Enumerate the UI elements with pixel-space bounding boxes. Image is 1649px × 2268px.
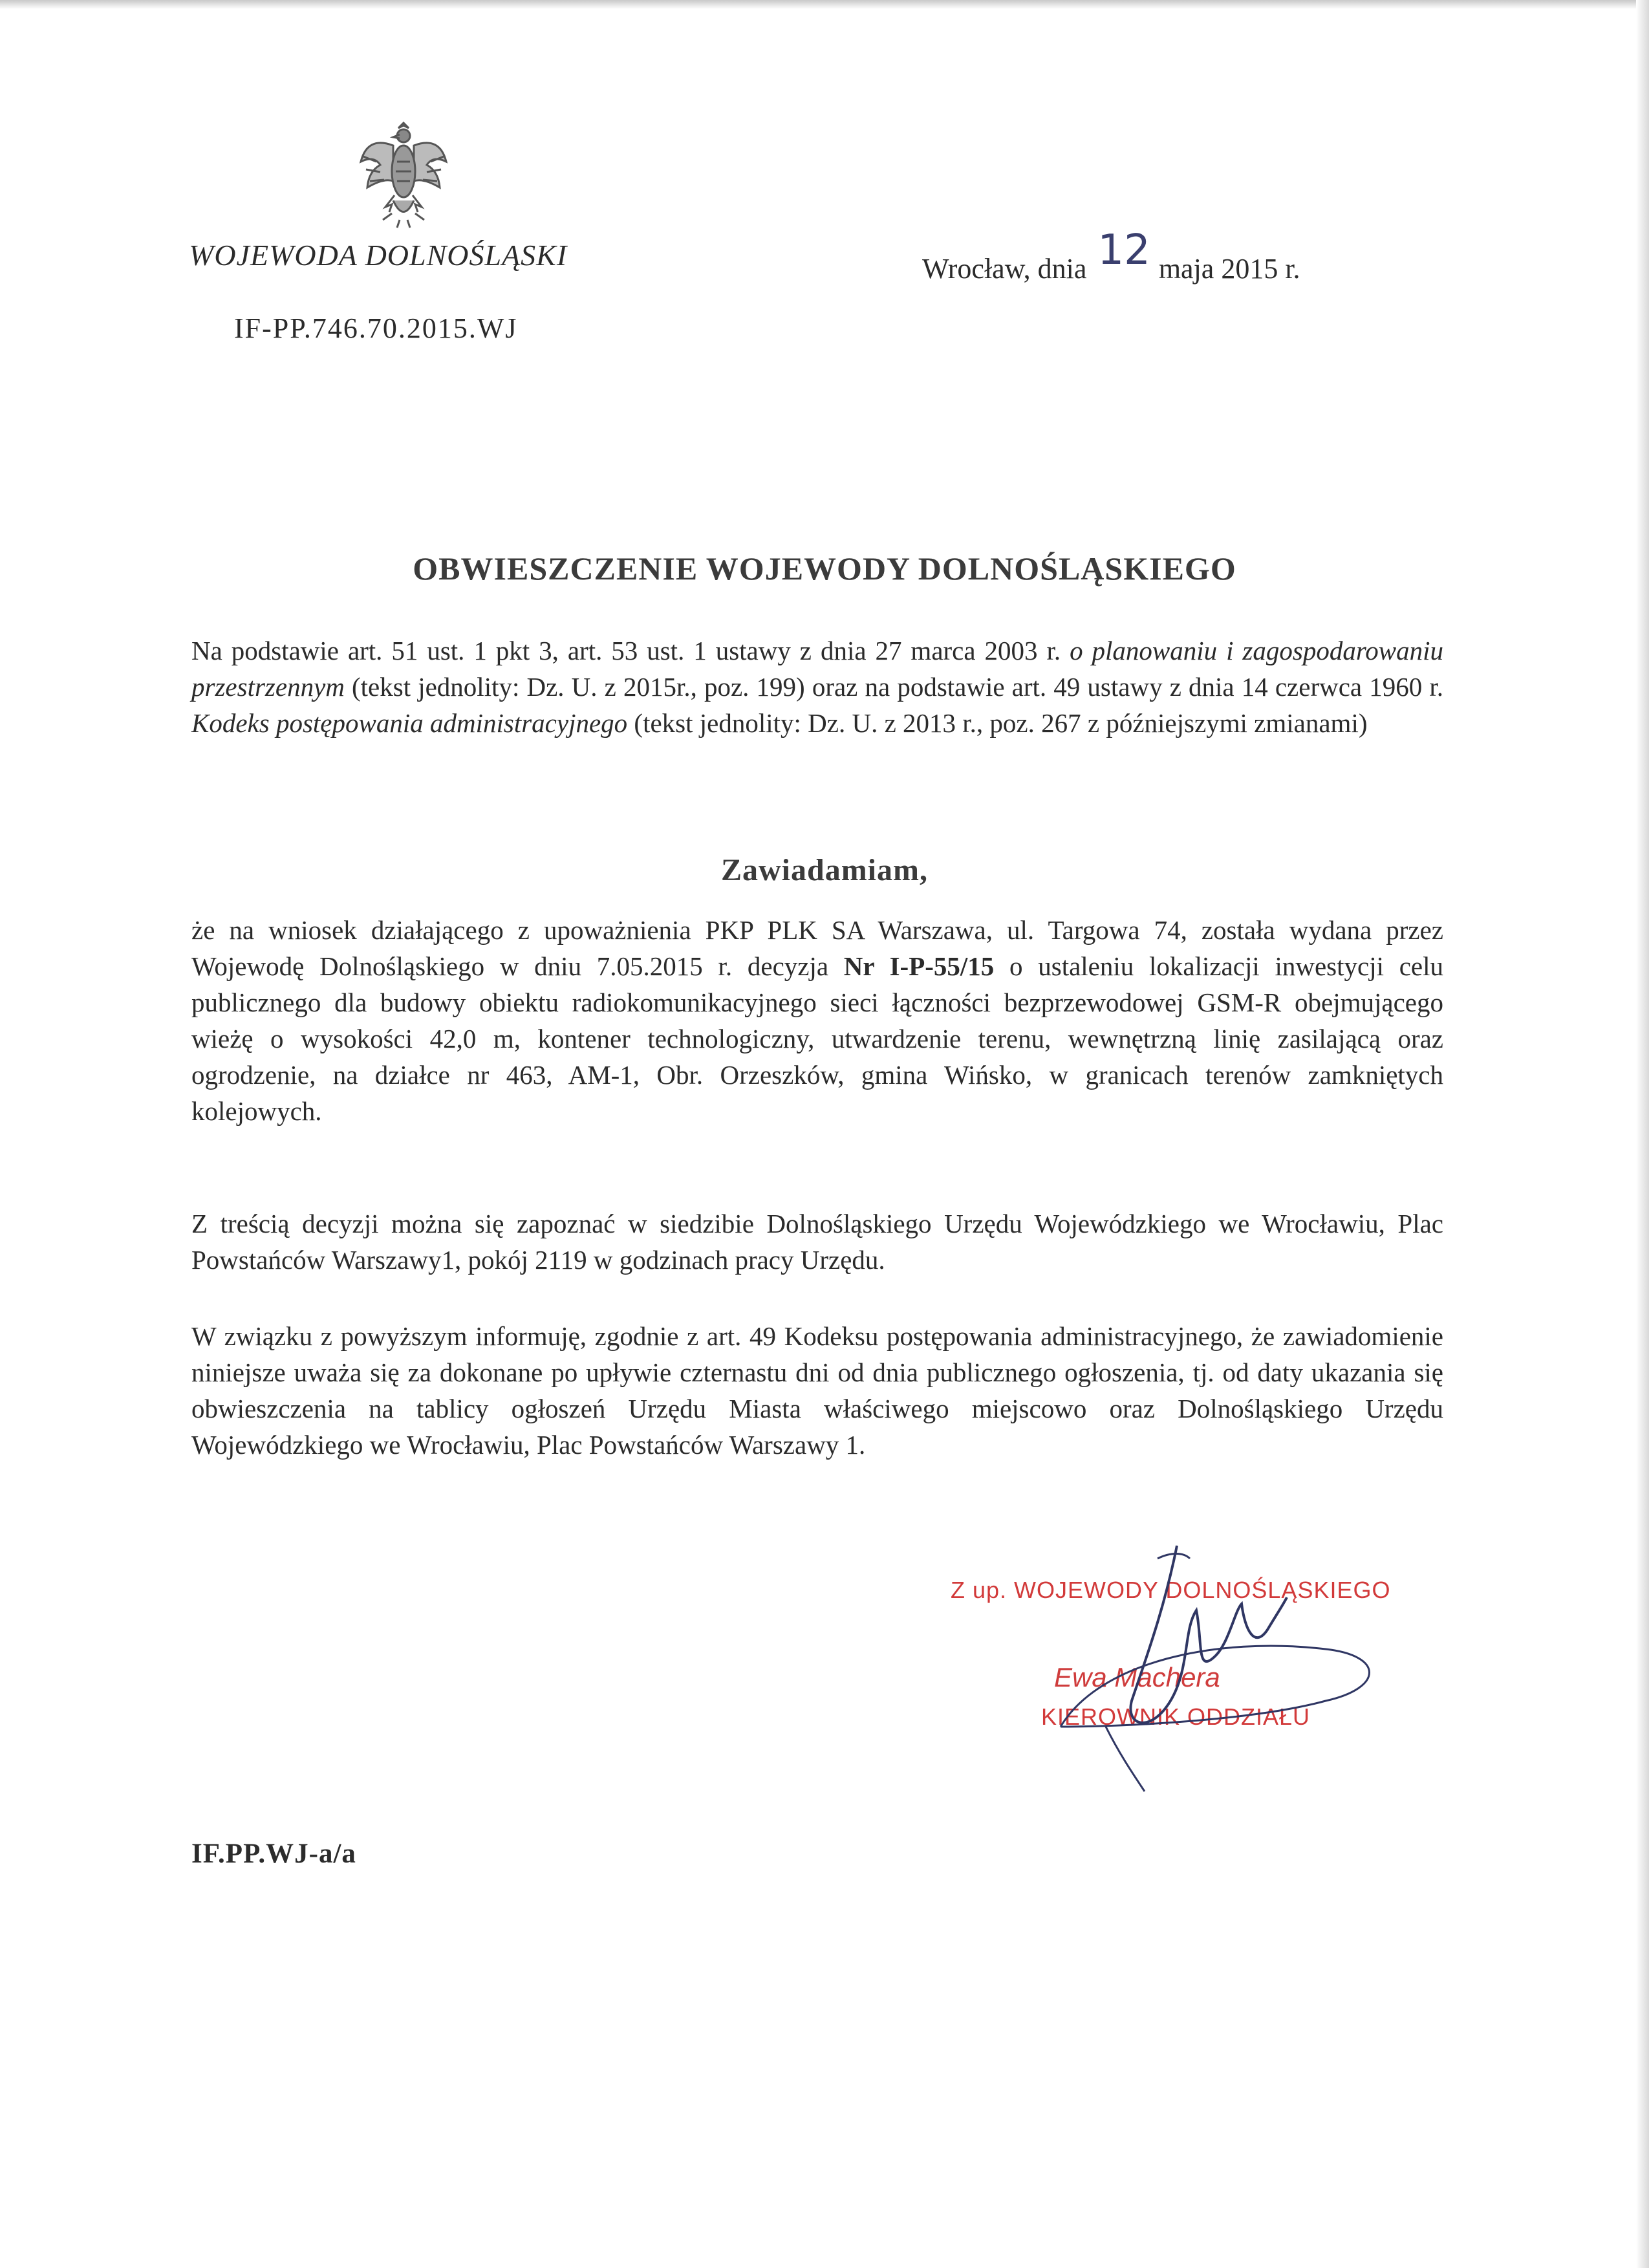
decision-paragraph <box>191 912 1443 1129</box>
decision-text-1: że na wniosek działającego z upoważnienia PKP PLK SA Warszawa, ul. Targowa 74, została wydana przez Wojewodę Dolnośląskiego w dniu 7.05.2015 r. decyzja <box>191 915 1443 981</box>
legal-basis-text-2: (tekst jednolity: Dz. U. z 2015r., poz. 199) oraz na podstawie art. 49 ustawy z dnia 14 czerwca 1960 r. <box>344 672 1443 702</box>
official-stamp <box>951 1565 1403 1778</box>
issuing-authority: WOJEWODA DOLNOŚLĄSKI <box>189 239 568 272</box>
scan-edge-right <box>1636 0 1649 2268</box>
handwritten-day: 12 <box>1097 226 1150 274</box>
stamp-authorization-line: Z up. WOJEWODY DOLNOŚLĄSKIEGO <box>951 1577 1391 1603</box>
notice-effect-paragraph: W związku z powyższym informuję, zgodnie z art. 49 Kodeksu postępowania administracyjnego, że zawiadomienie niniejsze uważa się za dokonane po upływie czternastu dni od dnia publicznego ogłoszenia, tj. od daty ukazania się obwieszczenia na tablicy ogłoszeń Urzędu Miasta właściwego miejscowo oraz Dolnośląskiego Urzędu Wojewódzkiego we Wrocławiu, Plac Powstańców Warszawy 1. <box>191 1321 1443 1460</box>
stamp-signatory-name: Ewa Machera <box>1054 1662 1220 1692</box>
access-info-paragraph: Z treścią decyzji można się zapoznać w siedzibie Dolnośląskiego Urzędu Wojewódzkiego we Wrocławiu, Plac Powstańców Warszawy1, pokój 2119 w godzinach pracy Urzędu. <box>191 1209 1443 1275</box>
case-number: IF-PP.746.70.2015.WJ <box>234 312 518 344</box>
document-title: OBWIESZCZENIE WOJEWODY DOLNOŚLĄSKIEGO <box>413 550 1236 587</box>
file-reference-mark: IF.PP.WJ-a/a <box>191 1839 356 1869</box>
place-and-date <box>922 226 1300 288</box>
legal-basis-paragraph <box>191 632 1443 741</box>
handwritten-signature <box>1022 1533 1384 1804</box>
legal-basis-act-1: o planowaniu i zagospodarowaniu przestrzennym <box>191 636 1444 702</box>
date-suffix: maja 2015 r. <box>1158 253 1300 285</box>
eagle-emblem-icon <box>354 110 453 233</box>
scan-edge-top <box>0 0 1649 9</box>
date-prefix: Wrocław, dnia <box>922 253 1087 285</box>
decision-number: Nr I-P-55/15 <box>843 951 995 981</box>
legal-basis-act-2: Kodeks postępowania administracyjnego <box>191 708 628 738</box>
legal-basis-text-1: Na podstawie art. 51 ust. 1 pkt 3, art. 53 ust. 1 ustawy z dnia 27 marca 2003 r. <box>191 636 1070 665</box>
legal-basis-text-3: (tekst jednolity: Dz. U. z 2013 r., poz. 267 z późniejszymi zmianami) <box>627 708 1368 738</box>
decision-text-2: o ustaleniu lokalizacji inwestycji celu publicznego dla budowy obiektu radiokomunikacyjnego sieci łączności bezprzewodowej GSM-R obejmującego wieżę o wysokości 42,0 m, kontener technologiczny, utwardzenie terenu, wewnętrzną linię zasilającą oraz ogrodzenie, na działce nr 463, AM-1, Obr. Orzeszków, gmina Wińsko, w granicach terenów zamkniętych kolejowych. <box>191 951 1443 1126</box>
announcement-heading: Zawiadamiam, <box>720 853 928 887</box>
stamp-position: KIEROWNIK ODDZIAŁU <box>1041 1703 1311 1730</box>
